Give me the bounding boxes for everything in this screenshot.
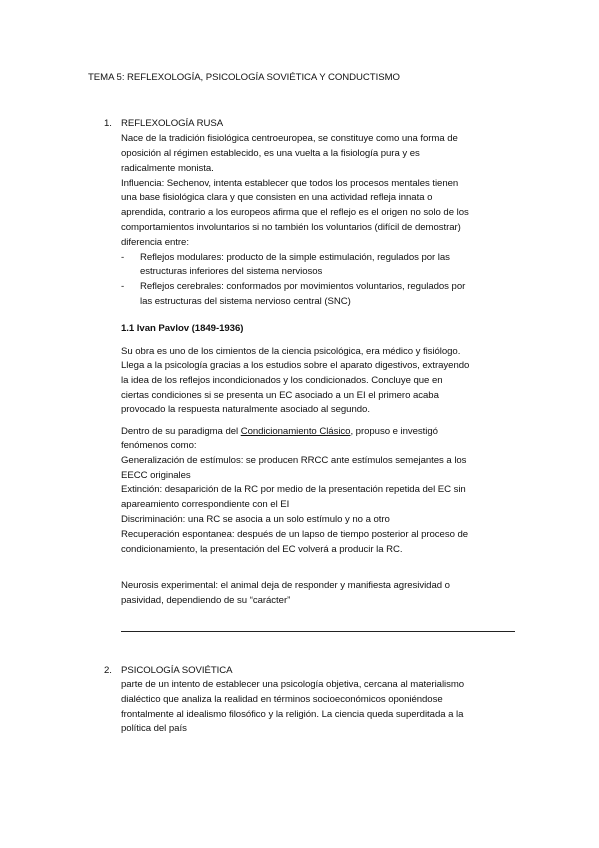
phenomena-line: Recuperación espontanea: después de un lapso de tiempo posterior al proceso de [121, 529, 469, 540]
section-1-intro-line: Influencia: Sechenov, intenta establecer que todos los procesos mentales tienen [121, 178, 459, 189]
phenomena-line: condicionamiento, la presentación del EC volverá a producir la RC. [121, 544, 403, 555]
paradigm-text-post: , propuso e investigó [350, 426, 438, 437]
section-2-line: frontalmente al idealismo filosófico y la religión. La ciencia queda superditada a la [121, 709, 464, 720]
subsection-title: 1.1 Ivan Pavlov (1849-1936) [121, 323, 244, 334]
phenomena-line: Extinción: desaparición de la RC por medio de la presentación repetida del EC sin [121, 484, 466, 495]
neurosis-line: pasividad, dependiendo de su “carácter” [121, 595, 291, 606]
bullet-line: estructuras inferiores del sistema nerviosos [140, 266, 323, 277]
phenomena-line: Discriminación: una RC se asocia a un solo estímulo y no a otro [121, 514, 390, 525]
bullet-line: las estructuras del sistema nervioso central (SNC) [140, 296, 351, 307]
section-1-intro-line: Nace de la tradición fisiológica centroeuropea, se constituye como una forma de [121, 133, 458, 144]
neurosis-line: Neurosis experimental: el animal deja de responder y manifiesta agresividad o [121, 580, 450, 591]
pavlov-para-line: provocado la respuesta naturalmente asociado al segundo. [121, 404, 370, 415]
section-2-title: PSICOLOGÍA SOVIÉTICA [121, 665, 233, 676]
phenomena-line: apareamiento correspondiente con el EI [121, 499, 290, 510]
section-1-intro-line: oposición al régimen establecido, es una vuelta a la fisiología pura y es [121, 148, 420, 159]
pavlov-para-line: Su obra es uno de los cimientos de la ciencia psicológica, era médico y fisiólogo. [121, 346, 461, 357]
bullet-dash: - [121, 252, 125, 263]
section-2-line: dialéctico que analiza la realidad en términos socioeconómicos oponiéndose [121, 694, 443, 705]
section-1-intro-line: diferencia entre: [121, 237, 189, 248]
section-1-number: 1. [104, 118, 112, 129]
pavlov-para-line: ciertas condiciones si se presenta un EC asociado a un EI el primero acaba [121, 390, 439, 401]
section-1-title: REFLEXOLOGÍA RUSA [121, 118, 224, 129]
section-1-intro-line: radicalmente monista. [121, 163, 214, 174]
section-2-line: política del país [121, 723, 187, 734]
document-title: TEMA 5: REFLEXOLOGÍA, PSICOLOGÍA SOVIÉTICA Y CONDUCTISMO [88, 72, 400, 83]
section-1-intro-line: aprendida, contrario a los europeos afirma que el reflejo es el origen no solo de los [121, 207, 469, 218]
pavlov-para-line: la idea de los reflejos incondicionados y los condicionados. Concluye que en [121, 375, 443, 386]
paradigm-text-pre: Dentro de su paradigma del [121, 426, 241, 437]
pavlov-para-line: Llega a la psicología gracias a los estudios sobre el aparato digestivos, extrayendo [121, 360, 470, 371]
phenomena-line: fenómenos como: [121, 440, 197, 451]
phenomena-line: Generalización de estímulos: se producen RRCC ante estímulos semejantes a los [121, 455, 467, 466]
classical-conditioning-link[interactable]: Condicionamiento Clásico [240, 426, 351, 437]
phenomena-line: EECC originales [121, 470, 191, 481]
section-1-intro-line: comportamientos involuntarios si no también los voluntarios (difícil de demostrar) [121, 222, 461, 233]
bullet-dash: - [121, 281, 125, 292]
bullet-line: Reflejos modulares: producto de la simple estimulación, regulados por las [140, 252, 450, 263]
paradigm-line [121, 426, 438, 438]
horizontal-divider [121, 631, 515, 632]
section-1-intro-line: una base fisiológica clara y que consisten en una actividad refleja innata o [121, 192, 433, 203]
section-2-line: parte de un intento de establecer una psicología objetiva, cercana al materialismo [121, 679, 465, 690]
section-2-number: 2. [104, 665, 112, 676]
bullet-line: Reflejos cerebrales: conformados por movimientos voluntarios, regulados por [140, 281, 466, 292]
